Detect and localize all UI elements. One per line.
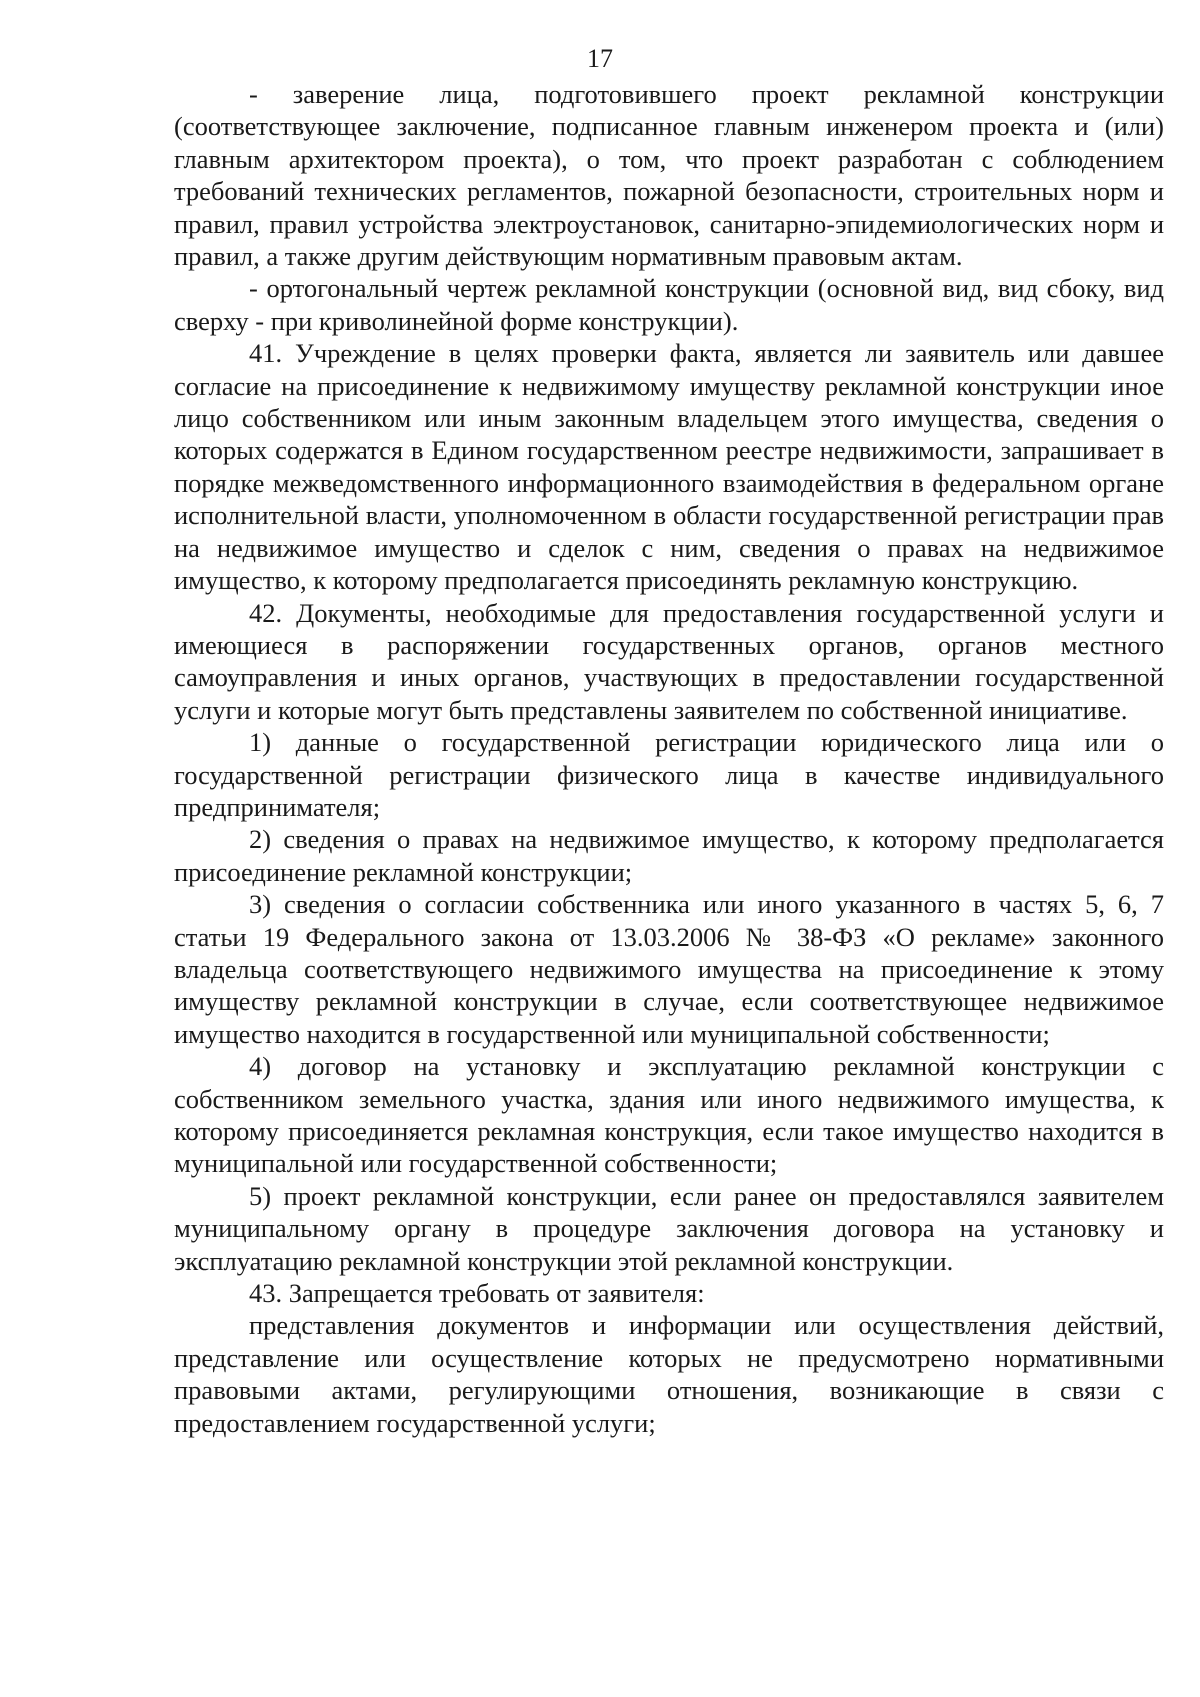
list-item-3: 3) сведения о согласии собственника или иного указанного в частях 5, 6, 7 статьи 19 Федерального закона от 13.03.2006 № 38-ФЗ «О рекламе» законного владельца соответствующего недвижимого имущества на присоединение к этому имуществу рекламной конструкции в случае, если соответствующее недвижимое имущество находится в государственной или муниципальной собственности;	[174, 889, 1164, 1049]
list-item-4: 4) договор на установку и эксплуатацию рекламной конструкции с собственником земельного участка, здания или иного недвижимого имущества, к которому присоединяется рекламная конструкция, если такое имущество находится в муниципальной или государственной собственности;	[174, 1051, 1164, 1179]
paragraph-clause-42: 42. Документы, необходимые для предоставления государственной услуги и имеющиеся в распоряжении государственных органов, органов местного самоуправления и иных органов, участвующих в предоставлении государственной услуги и которые могут быть представлены заявителем по собственной инициативе.	[174, 597, 1164, 725]
page-number: 17	[587, 44, 613, 73]
paragraph-orthogonal-drawing: - ортогональный чертеж рекламной конструкции (основной вид, вид сбоку, вид сверху - при криволинейной форме конструкции).	[174, 273, 1164, 336]
list-item-2: 2) сведения о правах на недвижимое имущество, к которому предполагается присоединение рекламной конструкции;	[174, 824, 1164, 887]
list-item-1: 1) данные о государственной регистрации юридического лица или о государственной регистрации физического лица в качестве индивидуального предпринимателя;	[174, 727, 1164, 822]
paragraph-clause-41: 41. Учреждение в целях проверки факта, является ли заявитель или давшее согласие на присоединение к недвижимому имуществу рекламной конструкции иное лицо собственником или иным законным владельцем этого имущества, сведения о которых содержатся в Едином государственном реестре недвижимости, запрашивает в порядке межведомственного информационного взаимодействия в федеральном органе исполнительной власти, уполномоченном в области государственной регистрации прав на недвижимое имущество и сделок с ним, сведения о правах на недвижимое имущество, к которому предполагается присоединять рекламную конструкцию.	[174, 338, 1164, 596]
list-item-5: 5) проект рекламной конструкции, если ранее он предоставлялся заявителем муниципальному органу в процедуре заключения договора на установку и эксплуатацию рекламной конструкции этой рекламной конструкции.	[174, 1180, 1164, 1276]
document-body	[174, 78, 1164, 1439]
paragraph-clause-43: 43. Запрещается требовать от заявителя:	[249, 1278, 705, 1309]
paragraph-prohibited-requirements: представления документов и информации или осуществления действий, представление или осуществление которых не предусмотрено нормативными правовыми актами, регулирующими отношения, возникающие в связи с предоставлением государственной услуги;	[174, 1310, 1164, 1438]
paragraph-engineer-certification: - заверение лица, подготовившего проект рекламной конструкции (соответствующее заключение, подписанное главным инженером проекта и (или) главным архитектором проекта), о том, что проект разработан с соблюдением требований технических регламентов, пожарной безопасности, строительных норм и правил, правил устройства электроустановок, санитарно-эпидемиологических норм и правил, а также другим действующим нормативным правовым актам.	[174, 79, 1164, 272]
